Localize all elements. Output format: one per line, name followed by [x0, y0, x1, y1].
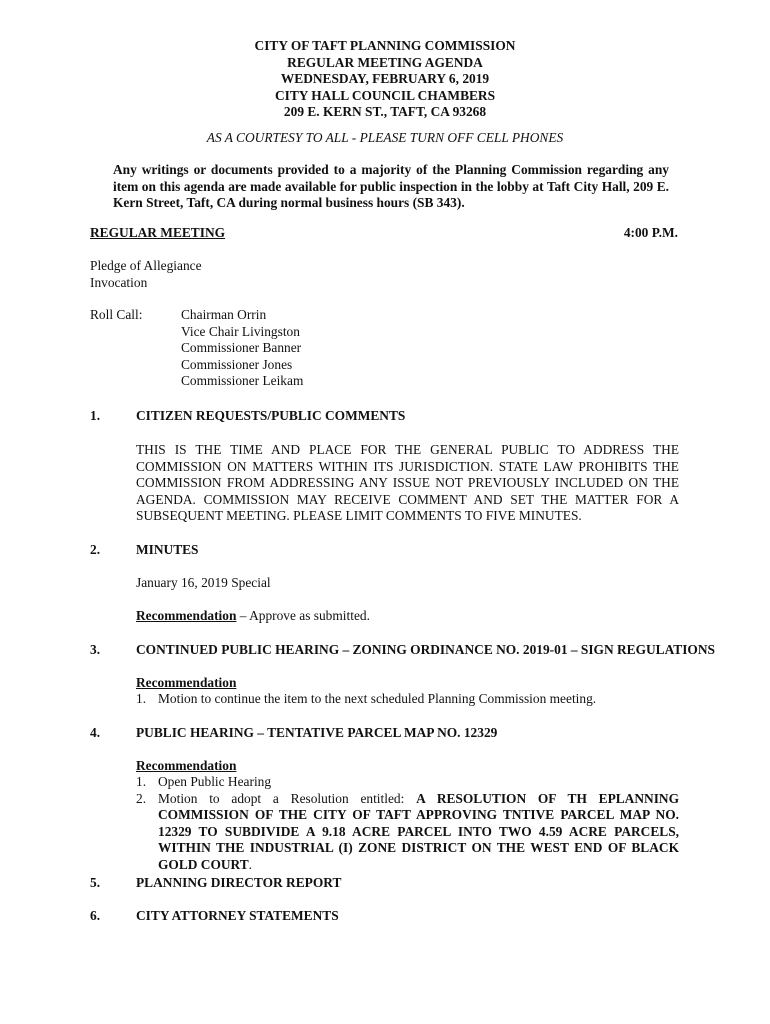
item-4-step-text	[158, 791, 679, 874]
header-line-agenda: REGULAR MEETING AGENDA	[287, 54, 483, 70]
item-4-step	[136, 791, 679, 874]
item-2-number: 2.	[90, 542, 101, 557]
item-3-step-text: Motion to continue the item to the next scheduled Planning Commission meeting.	[158, 691, 597, 706]
pledge-of-allegiance: Pledge of Allegiance	[90, 258, 202, 273]
roll-call-member: Commissioner Leikam	[181, 373, 304, 389]
roll-call-member: Commissioner Jones	[181, 356, 293, 372]
item-4-recommendation-label-wrap	[136, 758, 679, 775]
item-4-step-number: 1.	[136, 774, 147, 789]
roll-call-label: Roll Call:	[90, 307, 143, 322]
header-line-date: WEDNESDAY, FEBRUARY 6, 2019	[280, 71, 490, 87]
header-line-location: CITY HALL COUNCIL CHAMBERS	[274, 87, 496, 103]
item-4-motion-end: .	[248, 856, 253, 872]
item-4-step	[136, 774, 679, 791]
roll-call-member: Commissioner Banner	[181, 340, 302, 356]
meeting-time: 4:00 P.M.	[623, 225, 678, 240]
item-4-motion-lead: Motion to adopt a Resolution entitled:	[158, 790, 417, 806]
item-5-number: 5.	[90, 875, 101, 890]
item-3-recommendation-label: Recommendation	[136, 675, 237, 690]
item-6-number: 6.	[90, 908, 101, 923]
item-2-title: MINUTES	[136, 542, 199, 557]
item-1-number: 1.	[90, 408, 101, 423]
item-4-resolution-title: A RESOLUTION OF TH EPLANNING COMMISSION OF THE CITY OF TAFT APPROVING TNTIVE PARCEL MAP NO. 12329 TO SUBDIVIDE A 9.18 ACRE PARCEL INTO TWO 4.59 ACRE PARCELS, WITHIN THE INDUSTRIAL (I) ZONE DISTRICT ON THE WEST END OF BLACK GOLD COURT	[158, 790, 679, 872]
item-2-recommendation-text: – Approve as submitted.	[236, 608, 370, 623]
item-3-step	[136, 691, 679, 708]
item-3-recommendation-label-wrap	[136, 675, 679, 692]
item-4-recommendation-label: Recommendation	[136, 758, 237, 773]
item-2-body: January 16, 2019 Special	[136, 575, 271, 590]
item-4-step-number: 2.	[136, 790, 147, 806]
item-6-title: CITY ATTORNEY STATEMENTS	[136, 908, 339, 923]
item-3-step-number: 1.	[136, 691, 147, 706]
regular-meeting-label: REGULAR MEETING	[90, 225, 226, 240]
regular-meeting-row	[90, 225, 678, 242]
roll-call-member: Chairman Orrin	[181, 307, 267, 322]
item-3-number: 3.	[90, 642, 101, 657]
header-line-address: 209 E. KERN ST., TAFT, CA 93268	[283, 104, 487, 120]
invocation: Invocation	[90, 274, 148, 290]
item-1-title: CITIZEN REQUESTS/PUBLIC COMMENTS	[136, 408, 406, 423]
item-1-body: THIS IS THE TIME AND PLACE FOR THE GENERAL PUBLIC TO ADDRESS THE COMMISSION ON MATTERS WITHIN ITS JURISDICTION. STATE LAW PROHIBITS THE COMMISSION FROM ADDRESSING ANY ISSUE NOT PREVIOUSLY INCLUDED ON THE AGENDA. COMMISSION MAY RECEIVE COMMENT AND SET THE MATTER FOR A SUBSEQUENT MEETING. PLEASE LIMIT COMMENTS TO FIVE MINUTES.	[136, 442, 679, 524]
item-4-steps	[136, 774, 679, 874]
opening-section	[90, 258, 202, 291]
item-4-step-text: Open Public Hearing	[158, 774, 272, 789]
item-5-title: PLANNING DIRECTOR REPORT	[136, 875, 342, 890]
item-2-recommendation-label: Recommendation	[136, 608, 237, 623]
public-inspection-notice: Any writings or documents provided to a majority of the Planning Commission regarding any item on this agenda are made available for public inspection in the lobby at Taft City Hall, 209 E. Kern Street, Taft, CA during normal business hours (SB 343).	[113, 162, 669, 211]
item-4-number: 4.	[90, 725, 101, 740]
roll-call-list	[181, 307, 303, 390]
item-4-title: PUBLIC HEARING – TENTATIVE PARCEL MAP NO. 12329	[136, 725, 498, 740]
courtesy-notice: AS A COURTESY TO ALL - PLEASE TURN OFF CELL PHONES	[206, 130, 564, 145]
roll-call-member: Vice Chair Livingston	[181, 323, 300, 339]
item-3-steps	[136, 691, 679, 708]
agenda-header	[0, 38, 770, 121]
item-2-recommendation	[136, 608, 679, 625]
header-line-commission: CITY OF TAFT PLANNING COMMISSION	[254, 38, 516, 53]
item-3-title: CONTINUED PUBLIC HEARING – ZONING ORDINANCE NO. 2019-01 – SIGN REGULATIONS	[136, 642, 715, 657]
